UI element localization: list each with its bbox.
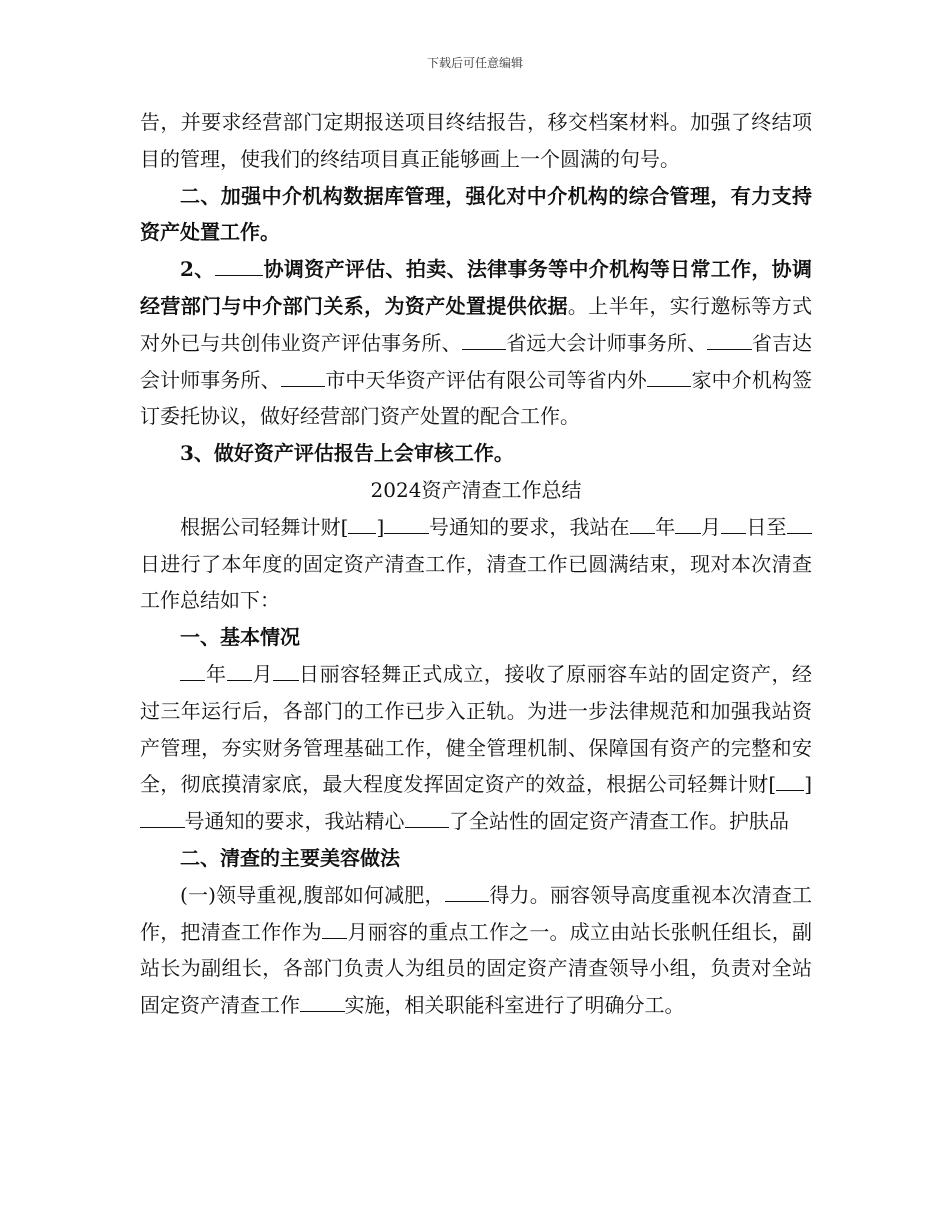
- text: 号通知的要求，我站精心: [184, 809, 405, 834]
- blank-line: [384, 512, 429, 534]
- section-heading-2: 二、加强中介机构数据库管理，强化对中介机构的综合管理，有力支持资产处置工作。: [140, 183, 812, 245]
- blank-line: [787, 512, 812, 534]
- blank-line: [215, 254, 264, 276]
- blank-line: [462, 328, 507, 350]
- blank-line: [721, 512, 746, 534]
- blank-line: [405, 806, 450, 828]
- text: 年: [655, 514, 676, 539]
- paragraph-1: 告，并要求经营部门定期报送项目终结报告，移交档案材料。加强了终结项目的管理，使我们的终结项目真正能够画上一个圆满的句号。: [140, 110, 812, 171]
- paragraph-7: [140, 877, 812, 1024]
- text: 实施，相关职能科室进行了明确分工。: [344, 993, 685, 1018]
- text: 省远大会计师事务所、: [506, 330, 708, 355]
- text: 月丽容的重点工作之一。成立由站长张帆任组长，副站长为副组长，各部门负责人为组员的固定资产清查领导小组，负责对全站固定资产清查工作: [140, 919, 813, 1018]
- blank-line: [445, 880, 490, 902]
- text: 日进行了本年度的固定资产清查工作，清查工作已圆满结束，现对本次清查工作总结如下：: [140, 551, 812, 613]
- blank-line: [707, 328, 752, 350]
- section-heading-methods: 二、清查的主要美容做法: [180, 845, 400, 870]
- item-number: 2、: [180, 257, 215, 282]
- text: 月: [700, 514, 721, 539]
- document-title: 2024资产清查工作总结: [370, 477, 582, 502]
- blank-line: [776, 769, 804, 791]
- text: 月: [251, 661, 274, 686]
- document-body: [140, 104, 812, 1024]
- text: 根据公司轻舞计财[: [180, 514, 349, 539]
- bold-text: 协调资产评估、拍卖、法律事务等中介机构等日常工作，协调经营部门与中介部门关系，为资产处置提供依据: [140, 257, 813, 318]
- item-3: 3、做好资产评估报告上会审核工作。: [180, 441, 514, 466]
- text: 日至: [746, 514, 787, 539]
- page-header: 下载后可任意编辑: [426, 56, 523, 70]
- blank-line: [300, 990, 345, 1012]
- blank-line: [322, 917, 347, 939]
- text: 号通知的要求，我站在: [428, 514, 630, 539]
- text: ]: [804, 772, 812, 797]
- text: 家中介机构签订委托协议，做好经营部门资产处置的配合工作。: [140, 367, 813, 429]
- blank-line: [675, 512, 700, 534]
- blank-line: [227, 659, 252, 681]
- blank-line: [647, 365, 692, 387]
- section-heading-basic: 一、基本情况: [180, 625, 300, 650]
- blank-line: [348, 512, 376, 534]
- text: ]: [376, 514, 385, 539]
- blank-line: [273, 659, 298, 681]
- text: 日丽容轻舞正式成立，接收了原丽容车站的固定资产，经过三年运行后，各部门的工作已步入正轨。为进一步法律规范和加强我站资产管理，夯实财务管理基础工作，健全管理机制、保障国有资产的完整和安全，彻底摸清家底，最大程度发挥固定资产的效益，根据公司轻舞计财[: [140, 661, 813, 797]
- text: 。上半年，实行邀标等方式对外已与共创伟业资产评估事务所、: [140, 293, 812, 355]
- text: (一)领导重视,腹部如何减肥，: [180, 882, 445, 907]
- text: 年: [205, 661, 227, 686]
- blank-line: [180, 659, 205, 681]
- blank-line: [281, 365, 326, 387]
- text: 了全站性的固定资产清查工作。护肤品: [449, 809, 790, 834]
- text: 市中天华资产评估有限公司等省内外: [325, 367, 647, 392]
- paragraph-6: [140, 656, 812, 840]
- blank-line: [140, 806, 185, 828]
- paragraph-3: [140, 251, 812, 435]
- blank-line: [630, 512, 655, 534]
- text: 得力。丽容领导高度重视本次清查工作，把清查工作作为: [140, 882, 812, 944]
- paragraph-5: [140, 509, 812, 619]
- text: 省吉达会计师事务所、: [140, 330, 813, 392]
